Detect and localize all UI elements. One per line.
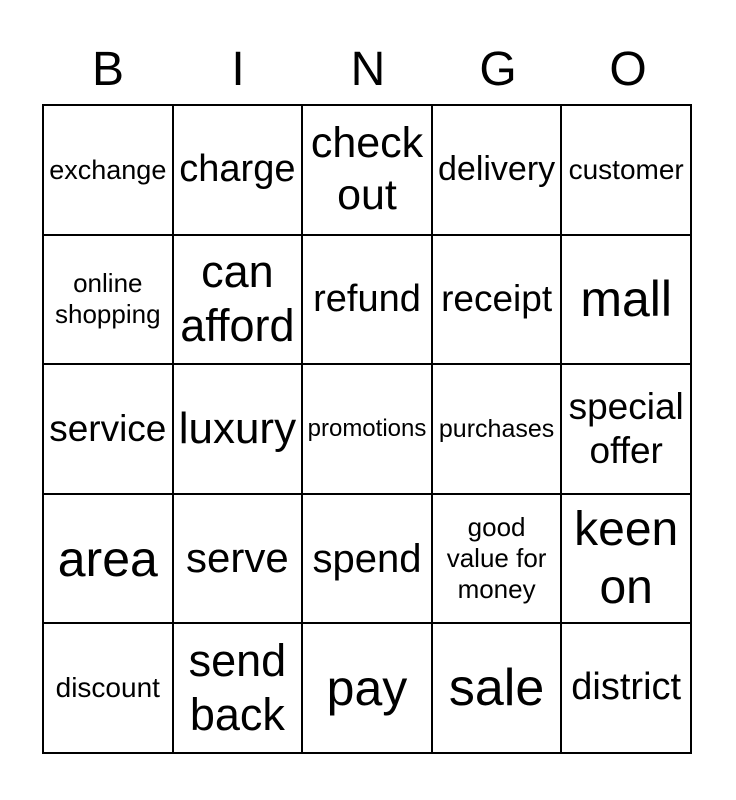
bingo-cell-r5c2[interactable] bbox=[174, 624, 302, 752]
bingo-cell-r1c4[interactable] bbox=[433, 106, 561, 234]
cell-word: promotions bbox=[307, 414, 427, 442]
bingo-cell-r5c5[interactable] bbox=[562, 624, 690, 752]
cell-word: service bbox=[49, 407, 167, 449]
cell-word: refund bbox=[313, 277, 421, 320]
title-letter-i: I bbox=[231, 43, 245, 96]
cell-word: spend bbox=[312, 536, 422, 581]
cell-word: district bbox=[571, 666, 682, 709]
cell-word: discount bbox=[55, 672, 160, 704]
title-letter-n: N bbox=[350, 43, 386, 96]
cell-word: good value for money bbox=[446, 511, 547, 605]
cell-word: mall bbox=[580, 271, 673, 328]
bingo-cell-r3c5[interactable] bbox=[562, 365, 690, 493]
cell-word: online shopping bbox=[55, 268, 161, 330]
cell-word: special offer bbox=[568, 385, 684, 471]
cell-word: customer bbox=[568, 154, 684, 185]
bingo-cell-r1c1[interactable] bbox=[44, 106, 172, 234]
bingo-cell-r3c1[interactable] bbox=[44, 365, 172, 493]
cell-word: receipt bbox=[441, 278, 553, 320]
bingo-cell-r4c4[interactable] bbox=[433, 495, 561, 623]
cell-word: area bbox=[57, 530, 158, 587]
bingo-cell-r4c5[interactable] bbox=[562, 495, 690, 623]
cell-word: luxury bbox=[178, 403, 297, 453]
bingo-cell-r2c2[interactable] bbox=[174, 236, 302, 364]
bingo-cell-r2c5[interactable] bbox=[562, 236, 690, 364]
title-letter-g: G bbox=[479, 43, 517, 96]
cell-word: pay bbox=[326, 660, 408, 717]
title-letter-b: B bbox=[91, 43, 124, 96]
bingo-cell-r5c3[interactable] bbox=[303, 624, 431, 752]
cell-word: sale bbox=[448, 658, 545, 717]
bingo-title bbox=[43, 42, 693, 98]
bingo-cell-r3c4[interactable] bbox=[433, 365, 561, 493]
cell-word: purchases bbox=[438, 414, 555, 443]
bingo-cell-r3c2[interactable] bbox=[174, 365, 302, 493]
bingo-grid bbox=[42, 104, 692, 754]
bingo-cell-r4c2[interactable] bbox=[174, 495, 302, 623]
cell-word: delivery bbox=[438, 150, 556, 189]
bingo-cell-r5c1[interactable] bbox=[44, 624, 172, 752]
cell-word: serve bbox=[186, 534, 289, 582]
cell-word: send back bbox=[188, 635, 287, 741]
bingo-cell-r2c1[interactable] bbox=[44, 236, 172, 364]
bingo-cell-r2c4[interactable] bbox=[433, 236, 561, 364]
cell-word: exchange bbox=[49, 154, 167, 185]
bingo-cell-r4c3[interactable] bbox=[303, 495, 431, 623]
bingo-cell-r4c1[interactable] bbox=[44, 495, 172, 623]
cell-word: check out bbox=[310, 119, 424, 219]
bingo-cell-r5c4[interactable] bbox=[433, 624, 561, 752]
cell-word: charge bbox=[179, 148, 296, 190]
bingo-cell-r1c3[interactable] bbox=[303, 106, 431, 234]
title-letter-o: O bbox=[609, 43, 647, 96]
cell-word: can afford bbox=[180, 246, 295, 352]
cell-word: keen on bbox=[574, 503, 679, 614]
bingo-cell-r2c3[interactable] bbox=[303, 236, 431, 364]
bingo-cell-r3c3[interactable] bbox=[303, 365, 431, 493]
bingo-cell-r1c2[interactable] bbox=[174, 106, 302, 234]
bingo-cell-r1c5[interactable] bbox=[562, 106, 690, 234]
